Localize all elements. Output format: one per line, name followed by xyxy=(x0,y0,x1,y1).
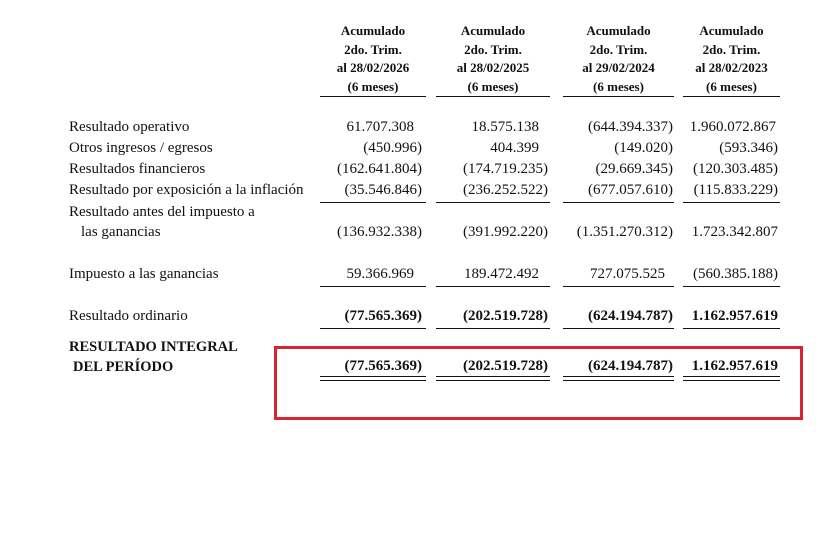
col-header-line: (6 meses) xyxy=(467,78,519,94)
subtotal-rule xyxy=(320,202,426,203)
column-header-2023 xyxy=(683,22,780,96)
highlight-box xyxy=(274,346,803,420)
subtotal-rule xyxy=(563,286,674,287)
cell-value: (560.385.188) xyxy=(693,266,778,282)
row-label-del-periodo: DEL PERÍODO xyxy=(73,359,174,375)
cell-value: (391.992.220) xyxy=(463,224,548,240)
col-header-line: 2do. Trim. xyxy=(344,41,402,57)
col-header-line: (6 meses) xyxy=(593,78,644,94)
cell-value: (593.346) xyxy=(719,140,778,156)
cell-value: (120.303.485) xyxy=(693,161,778,177)
cell-value: 59.366.969 xyxy=(346,266,414,282)
cell-value: (29.669.345) xyxy=(595,161,673,177)
col-header-line: al 28/02/2023 xyxy=(695,60,768,75)
cell-value: (115.833.229) xyxy=(693,182,778,198)
cell-value: 1.162.957.619 xyxy=(691,308,778,324)
header-underline xyxy=(320,96,426,97)
subtotal-rule xyxy=(683,286,780,287)
col-header-line: Acumulado xyxy=(340,23,406,38)
row-label-antes-impuesto-2: las ganancias xyxy=(81,224,161,240)
cell-value: 189.472.492 xyxy=(464,266,539,282)
cell-value: 1.723.342.807 xyxy=(691,224,778,240)
cell-value: (136.932.338) xyxy=(337,224,422,240)
total-rule xyxy=(436,328,550,329)
total-rule xyxy=(320,328,426,329)
cell-value: (35.546.846) xyxy=(344,182,422,198)
cell-value: (644.394.337) xyxy=(588,119,673,135)
subtotal-rule xyxy=(683,202,780,203)
cell-value: (450.996) xyxy=(363,140,422,156)
cell-value: 18.575.138 xyxy=(471,119,539,135)
col-header-line: al 28/02/2026 xyxy=(336,60,410,75)
header-underline xyxy=(683,96,780,97)
cell-value: 1.960.072.867 xyxy=(689,119,776,135)
total-rule xyxy=(563,328,674,329)
col-header-line: (6 meses) xyxy=(706,78,757,94)
header-underline xyxy=(563,96,674,97)
column-header-2026 xyxy=(320,22,426,96)
cell-value: (149.020) xyxy=(614,140,673,156)
cell-value: (677.057.610) xyxy=(588,182,673,198)
cell-value: (202.519.728) xyxy=(463,308,548,324)
row-label-otros-ingresos: Otros ingresos / egresos xyxy=(69,140,213,156)
row-label-resultado-ordinario: Resultado ordinario xyxy=(69,308,188,324)
header-underline xyxy=(436,96,550,97)
total-rule xyxy=(683,328,780,329)
col-header-line: 2do. Trim. xyxy=(589,41,648,57)
col-header-line: al 28/02/2025 xyxy=(456,60,530,75)
cell-value: 1.162.957.619 xyxy=(691,358,778,374)
cell-value: (624.194.787) xyxy=(588,358,673,374)
row-label-resultado-integral: RESULTADO INTEGRAL xyxy=(69,339,238,355)
cell-value: (162.641.804) xyxy=(337,161,422,177)
row-label-impuesto-ganancias: Impuesto a las ganancias xyxy=(69,266,219,282)
cell-value: (174.719.235) xyxy=(463,161,548,177)
col-header-line: (6 meses) xyxy=(347,78,399,94)
cell-value: (624.194.787) xyxy=(588,308,673,324)
cell-value: (77.565.369) xyxy=(344,308,422,324)
col-header-line: al 29/02/2024 xyxy=(582,60,655,75)
column-header-2024 xyxy=(563,22,674,96)
subtotal-rule xyxy=(563,202,674,203)
subtotal-rule xyxy=(320,286,426,287)
cell-value: 61.707.308 xyxy=(346,119,414,135)
cell-value: 404.399 xyxy=(490,140,539,156)
cell-value: (77.565.369) xyxy=(344,358,422,374)
cell-value: 727.075.525 xyxy=(590,266,665,282)
cell-value: (1.351.270.312) xyxy=(576,224,673,240)
cell-value: (236.252.522) xyxy=(463,182,548,198)
column-header-2025 xyxy=(436,22,550,96)
row-label-antes-impuesto: Resultado antes del impuesto a xyxy=(69,204,255,220)
col-header-line: Acumulado xyxy=(586,23,651,38)
subtotal-rule xyxy=(436,202,550,203)
row-label-resultado-operativo: Resultado operativo xyxy=(69,119,190,135)
col-header-line: 2do. Trim. xyxy=(702,41,761,57)
col-header-line: 2do. Trim. xyxy=(464,41,522,57)
subtotal-rule xyxy=(436,286,550,287)
col-header-line: Acumulado xyxy=(460,23,526,38)
row-label-exposicion-inflacion: Resultado por exposición a la inflación xyxy=(69,182,304,198)
row-label-resultados-financieros: Resultados financieros xyxy=(69,161,206,177)
cell-value: (202.519.728) xyxy=(463,358,548,374)
col-header-line: Acumulado xyxy=(699,23,764,38)
